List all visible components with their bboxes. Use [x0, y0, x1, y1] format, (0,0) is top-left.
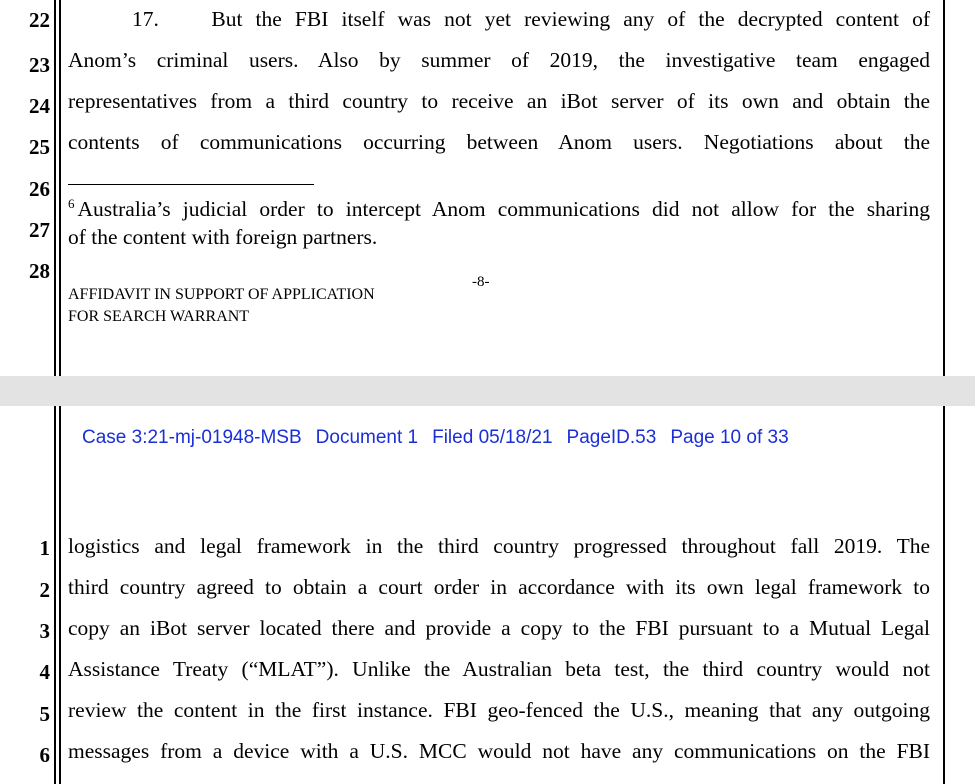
paragraph-line: contents of communications occurring between Anom users. Negotiations about the	[68, 130, 930, 154]
left-margin-rule-inner	[59, 406, 61, 784]
paragraph-line: messages from a device with a U.S. MCC would not have any communications on the FBI	[68, 739, 930, 763]
footer-title-line: AFFIDAVIT IN SUPPORT OF APPLICATION	[68, 286, 375, 303]
paragraph-line: Assistance Treaty (“MLAT”). Unlike the Australian beta test, the third country would not	[68, 657, 930, 681]
case-header	[82, 427, 803, 449]
paragraph-line: third country agreed to obtain a court order in accordance with its own legal framework to	[68, 575, 930, 599]
line-number: 26	[29, 177, 50, 201]
paragraph-line: representatives from a third country to receive an iBot server of its own and obtain the	[68, 89, 930, 113]
footnote-line	[68, 196, 930, 221]
filed-date: Filed 05/18/21	[432, 427, 553, 448]
paragraph-line: 17. But the FBI itself was not yet reviewing any of the decrypted content of	[132, 7, 930, 31]
line-number: 23	[29, 53, 50, 77]
left-margin-rule-outer	[54, 0, 56, 376]
footer-title-line: FOR SEARCH WARRANT	[68, 308, 250, 325]
footnote-marker: 6	[68, 196, 75, 211]
line-number: 25	[29, 135, 50, 159]
line-number: 5	[39, 702, 50, 726]
paragraph-line: review the content in the first instance. FBI geo-fenced the U.S., meaning that any outgoing	[68, 698, 930, 722]
case-number: Case 3:21-mj-01948-MSB	[82, 427, 302, 448]
line-number: 22	[29, 8, 50, 32]
page-number: -8-	[472, 274, 490, 290]
document-page-10	[0, 406, 975, 784]
page-id: PageID.53	[566, 427, 657, 448]
footnote-text: Australia’s judicial order to intercept Anom communications did not allow for the sharing	[77, 197, 930, 221]
left-margin-rule-inner	[59, 0, 61, 376]
page-count: Page 10 of 33	[670, 427, 789, 448]
paragraph-line: Anom’s criminal users. Also by summer of 2019, the investigative team engaged	[68, 48, 930, 72]
document-number: Document 1	[315, 427, 419, 448]
line-number: 2	[39, 578, 50, 602]
footnote-line: of the content with foreign partners.	[68, 225, 378, 249]
footnote-separator	[68, 184, 314, 185]
right-margin-rule	[943, 0, 945, 376]
line-number: 4	[39, 660, 50, 684]
line-number: 6	[39, 743, 50, 767]
footer-title	[68, 284, 375, 328]
paragraph-line: logistics and legal framework in the third country progressed throughout fall 2019. The	[68, 534, 930, 558]
page-gap	[0, 376, 975, 406]
left-margin-rule-outer	[54, 406, 56, 784]
right-margin-rule	[943, 406, 945, 784]
paragraph-line: copy an iBot server located there and provide a copy to the FBI pursuant to a Mutual Legal	[68, 616, 930, 640]
line-number: 24	[29, 94, 50, 118]
line-number: 28	[29, 259, 50, 283]
document-page-8	[0, 0, 975, 376]
line-number: 27	[29, 218, 50, 242]
line-number: 1	[39, 536, 50, 560]
line-number: 3	[39, 619, 50, 643]
